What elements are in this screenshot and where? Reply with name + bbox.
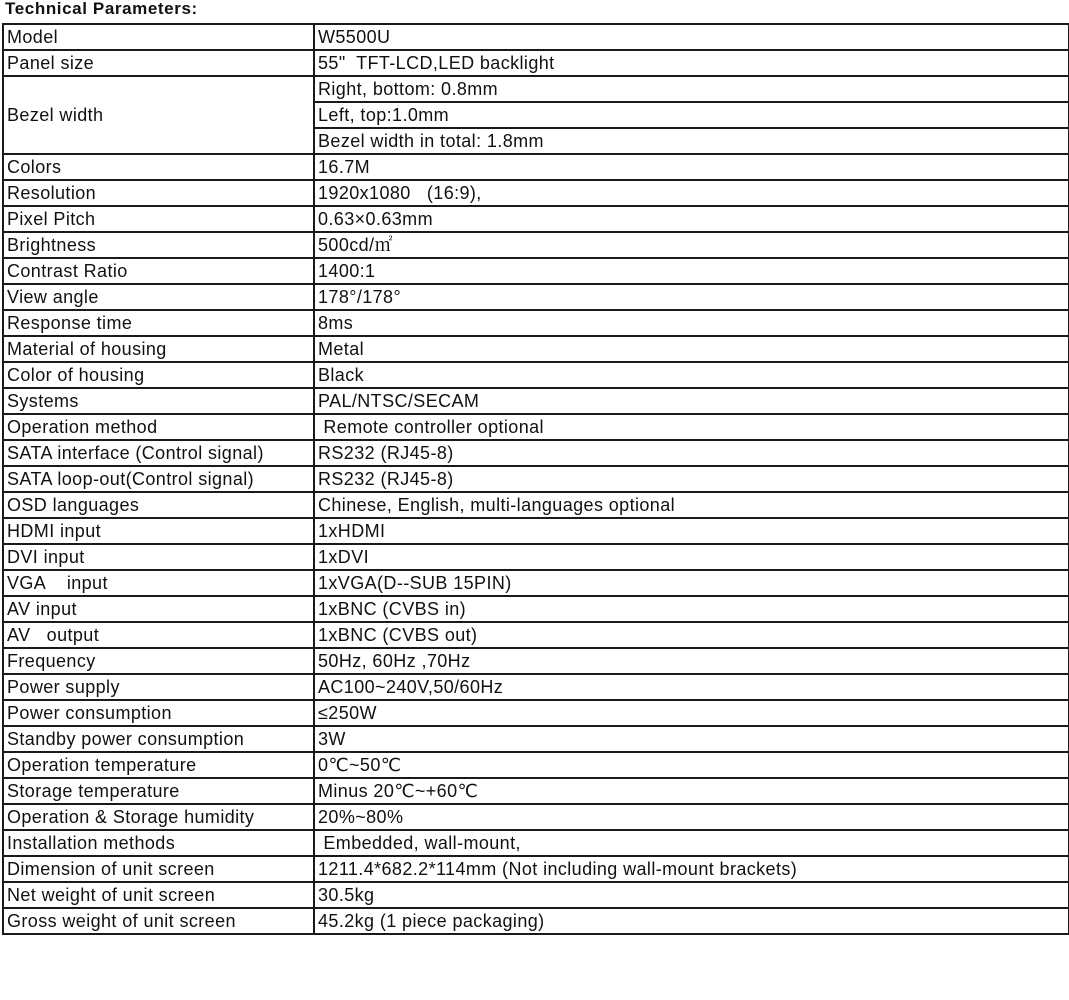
table-row	[3, 700, 1069, 726]
table-row	[3, 570, 1069, 596]
param-name-cell: DVI input	[3, 544, 314, 570]
param-value-cell: PAL/NTSC/SECAM	[314, 388, 1069, 414]
param-name-cell: Frequency	[3, 648, 314, 674]
page-title: Technical Parameters:	[5, 0, 198, 18]
param-value-cell: 178°/178°	[314, 284, 1069, 310]
table-row	[3, 336, 1069, 362]
table-row	[3, 596, 1069, 622]
param-name-cell: SATA interface (Control signal)	[3, 440, 314, 466]
table-row	[3, 258, 1069, 284]
param-value-cell: 55" TFT-LCD,LED backlight	[314, 50, 1069, 76]
param-value-cell: 1xDVI	[314, 544, 1069, 570]
param-name-cell: OSD languages	[3, 492, 314, 518]
param-value-cell: Metal	[314, 336, 1069, 362]
param-name-cell: View angle	[3, 284, 314, 310]
param-name-cell: Operation method	[3, 414, 314, 440]
table-row	[3, 388, 1069, 414]
param-name-cell: Pixel Pitch	[3, 206, 314, 232]
table-row	[3, 310, 1069, 336]
param-value-cell: Minus 20℃~+60℃	[314, 778, 1069, 804]
table-row	[3, 804, 1069, 830]
table-row	[3, 544, 1069, 570]
param-value-cell: 45.2kg (1 piece packaging)	[314, 908, 1069, 934]
param-value-cell: Left, top:1.0mm	[314, 102, 1069, 128]
param-name-cell: Standby power consumption	[3, 726, 314, 752]
param-name-cell: Storage temperature	[3, 778, 314, 804]
param-name-cell: Operation & Storage humidity	[3, 804, 314, 830]
param-name-cell: Resolution	[3, 180, 314, 206]
table-row	[3, 466, 1069, 492]
param-name-cell: Power supply	[3, 674, 314, 700]
param-name-cell: AV output	[3, 622, 314, 648]
table-row	[3, 622, 1069, 648]
param-value-cell: 0℃~50℃	[314, 752, 1069, 778]
table-row	[3, 284, 1069, 310]
param-name-cell: Systems	[3, 388, 314, 414]
param-value-cell: ≤250W	[314, 700, 1069, 726]
param-name-cell: Color of housing	[3, 362, 314, 388]
param-name-cell: Gross weight of unit screen	[3, 908, 314, 934]
param-value-cell: 50Hz, 60Hz ,70Hz	[314, 648, 1069, 674]
param-name-cell: Model	[3, 24, 314, 50]
table-row	[3, 24, 1069, 50]
table-row	[3, 752, 1069, 778]
table-row	[3, 518, 1069, 544]
table-row	[3, 726, 1069, 752]
param-name-cell: VGA input	[3, 570, 314, 596]
param-name-cell: Bezel width	[3, 76, 314, 154]
table-row	[3, 882, 1069, 908]
table-row	[3, 856, 1069, 882]
param-name-cell: Panel size	[3, 50, 314, 76]
param-name-cell: Colors	[3, 154, 314, 180]
table-row	[3, 154, 1069, 180]
table-row	[3, 674, 1069, 700]
param-value-cell: 1400:1	[314, 258, 1069, 284]
spec-table	[2, 23, 1069, 935]
table-row	[3, 76, 1069, 102]
param-value-cell: 500cd/㎡	[314, 232, 1069, 258]
table-row	[3, 414, 1069, 440]
table-row	[3, 180, 1069, 206]
param-value-cell: 1211.4*682.2*114mm (Not including wall-mount brackets)	[314, 856, 1069, 882]
param-value-cell: AC100~240V,50/60Hz	[314, 674, 1069, 700]
param-value-cell: 1xVGA(D--SUB 15PIN)	[314, 570, 1069, 596]
param-name-cell: Installation methods	[3, 830, 314, 856]
param-value-cell: RS232 (RJ45-8)	[314, 466, 1069, 492]
param-value-cell: 0.63×0.63mm	[314, 206, 1069, 232]
spec-table-body	[3, 24, 1069, 934]
table-row	[3, 492, 1069, 518]
param-name-cell: Net weight of unit screen	[3, 882, 314, 908]
param-value-cell: 8ms	[314, 310, 1069, 336]
table-row	[3, 440, 1069, 466]
table-row	[3, 830, 1069, 856]
param-value-cell: Remote controller optional	[314, 414, 1069, 440]
table-row	[3, 206, 1069, 232]
param-value-cell: 30.5kg	[314, 882, 1069, 908]
param-name-cell: Material of housing	[3, 336, 314, 362]
param-value-cell: RS232 (RJ45-8)	[314, 440, 1069, 466]
table-row	[3, 908, 1069, 934]
param-name-cell: Operation temperature	[3, 752, 314, 778]
param-value-cell: Bezel width in total: 1.8mm	[314, 128, 1069, 154]
param-value-cell: 1xBNC (CVBS in)	[314, 596, 1069, 622]
table-row	[3, 232, 1069, 258]
param-value-cell: Black	[314, 362, 1069, 388]
param-name-cell: AV input	[3, 596, 314, 622]
param-value-cell: 1xBNC (CVBS out)	[314, 622, 1069, 648]
param-value-cell: 16.7M	[314, 154, 1069, 180]
param-value-cell: 20%~80%	[314, 804, 1069, 830]
param-value-cell: W5500U	[314, 24, 1069, 50]
param-value-cell: 1920x1080 (16:9),	[314, 180, 1069, 206]
param-name-cell: Contrast Ratio	[3, 258, 314, 284]
table-row	[3, 362, 1069, 388]
param-value-cell: 1xHDMI	[314, 518, 1069, 544]
table-row	[3, 50, 1069, 76]
table-row	[3, 778, 1069, 804]
param-name-cell: Brightness	[3, 232, 314, 258]
param-value-cell: 3W	[314, 726, 1069, 752]
param-name-cell: Power consumption	[3, 700, 314, 726]
param-name-cell: Dimension of unit screen	[3, 856, 314, 882]
param-name-cell: SATA loop-out(Control signal)	[3, 466, 314, 492]
table-row	[3, 648, 1069, 674]
param-value-cell: Chinese, English, multi-languages optional	[314, 492, 1069, 518]
param-name-cell: HDMI input	[3, 518, 314, 544]
param-value-cell: Right, bottom: 0.8mm	[314, 76, 1069, 102]
param-value-cell: Embedded, wall-mount,	[314, 830, 1069, 856]
param-name-cell: Response time	[3, 310, 314, 336]
